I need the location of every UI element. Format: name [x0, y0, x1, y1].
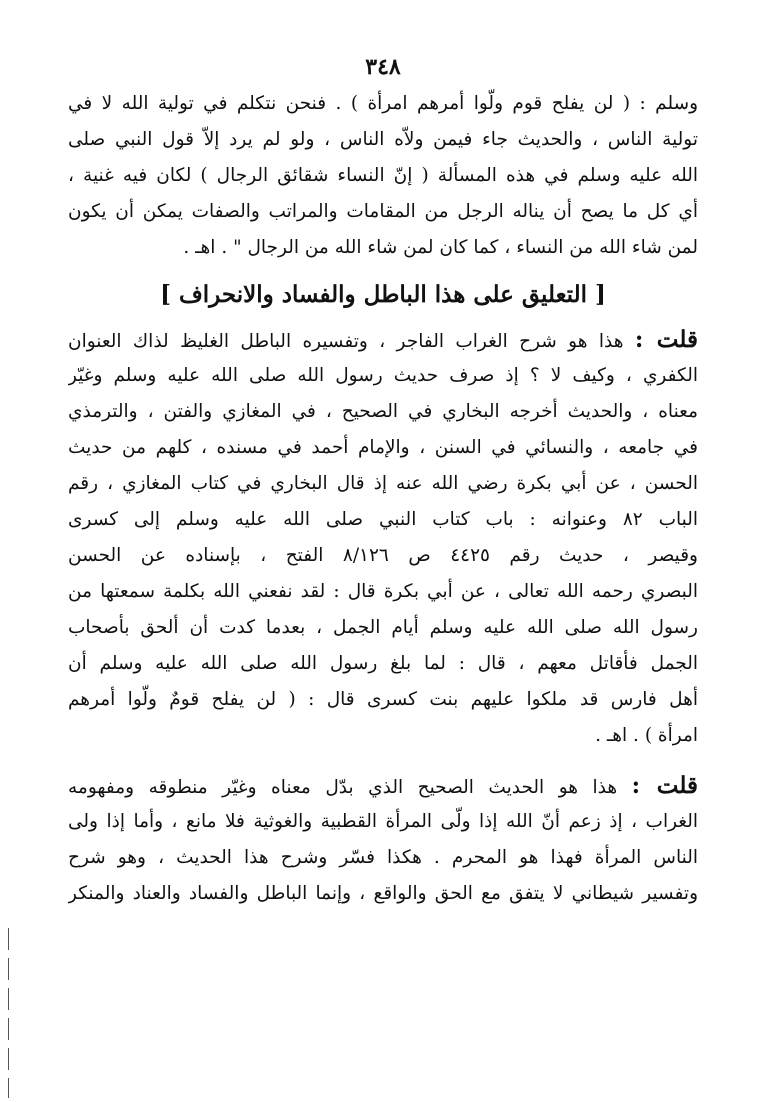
text-line: الباب ٨٢ وعنوانه : باب كتاب النبي صلى الله عليه وسلم إلى كسرى: [68, 509, 698, 530]
text-line: [68, 322, 698, 358]
text-line: لمن شاء الله من النساء ، كما كان لمن شاء الله من الرجال " . اهـ .: [183, 237, 698, 258]
paragraph-gap: [68, 754, 698, 768]
page-number: ٣٤٨: [365, 54, 401, 80]
text-line: الله عليه وسلم في هذه المسألة ( إنّ النساء شقائق الرجال ) لكان فيه غنية ،: [68, 165, 698, 186]
text-line: وقيصر ، حديث رقم ٤٤٢٥ ص ٨/١٢٦ الفتح ، بإسناده عن الحسن: [68, 545, 698, 566]
text-line: الناس المرأة فهذا هو المحرم . هكذا فسّر وشرح هذا الحديث ، وهو شرح: [68, 847, 698, 868]
text-line: الجمل فأقاتل معهم ، قال : لما بلغ رسول الله صلى الله عليه وسلم أن: [68, 653, 698, 674]
paragraph-1: [68, 86, 698, 266]
section-heading: [ التعليق على هذا الباطل والفساد والانحراف ]: [160, 281, 606, 308]
text-line: الكفري ، وكيف لا ؟ إذ صرف حديث رسول الله صلى الله عليه وسلم وغيّر: [68, 365, 698, 386]
text-line: وتفسير شيطاني لا يتفق مع الحق والواقع ، وإنما الباطل والفساد والعناد والمنكر: [68, 883, 698, 904]
qult-label: قلت :: [631, 772, 698, 799]
paragraph-2: [68, 322, 698, 754]
text-line: البصري رحمه الله تعالى ، عن أبي بكرة قال : لقد نفعني الله بكلمة سمعتها من: [68, 581, 698, 602]
text-line: [68, 768, 698, 804]
text-run: هذا هو الحديث الصحيح الذي بدّل معناه وغيّر منطوقه ومفهومه: [68, 777, 618, 798]
scan-margin-line: [8, 928, 9, 1098]
text-line: رسول الله صلى الله عليه وسلم أيام الجمل ، بعدما كدت أن ألحق بأصحاب: [68, 617, 698, 638]
text-line: الحسن ، عن أبي بكرة رضي الله عنه إذ قال البخاري في كتاب المغازي ، رقم: [68, 473, 698, 494]
text-line: في جامعه ، والنسائي في السنن ، والإمام أحمد في مسنده ، كلهم من حديث: [68, 437, 698, 458]
text-line: أهل فارس قد ملكوا عليهم بنت كسرى قال : ( لن يفلح قومٌ ولّوا أمرهم: [68, 689, 698, 710]
text-line: أي كل ما يصح أن يناله الرجل من المقامات والمراتب والصفات يمكن أن يكون: [68, 201, 698, 222]
text-run: هذا هو شرح الغراب الفاجر ، وتفسيره الباطل الغليظ لذاك العنوان: [68, 331, 624, 352]
text-line: امرأة ) . اهـ .: [595, 725, 698, 746]
text-line: تولية الناس ، والحديث جاء فيمن ولاّه الناس ، ولو لم يرد إلاّ قول النبي صلى: [68, 129, 698, 150]
text-line: معناه ، والحديث أخرجه البخاري في الصحيح ، في المغازي والفتن ، والترمذي: [68, 401, 698, 422]
text-line: الغراب ، إذ زعم أنّ الله إذا ولّى المرأة القطبية والغوثية فلا مانع ، وأما إذا ولى: [68, 811, 698, 832]
document-page: [68, 50, 698, 912]
text-line: وسلم : ( لن يفلح قوم ولّوا أمرهم امرأة ) . فنحن نتكلم في تولية الله لا في: [68, 93, 698, 114]
qult-label: قلت :: [634, 326, 698, 353]
paragraph-3: [68, 768, 698, 912]
